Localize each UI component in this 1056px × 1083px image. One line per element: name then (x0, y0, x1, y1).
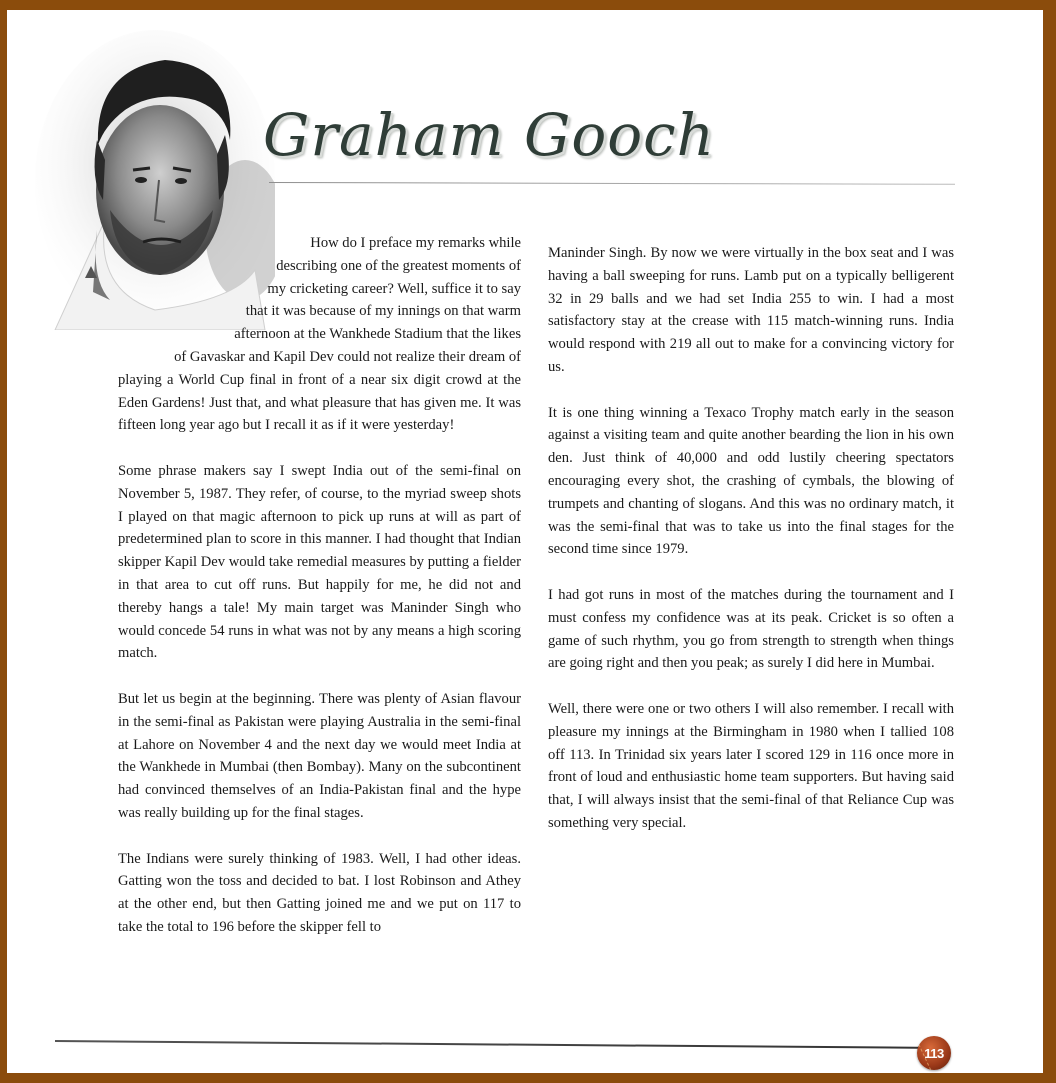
intro-line: How do I preface my remarks while (310, 235, 521, 251)
body-paragraph: Well, there were one or two others I will also remember. I recall with pleasure my innings at the Birmingham in 1980 when I tallied 108 off 113. In Trinidad six years later I scored 129 in 116 once more in front of loud and enthusiastic home team supporters. But having said that, I will always insist that the semi-final of that Reliance Cup was something very special. (548, 700, 954, 831)
body-paragraph: Maninder Singh. By now we were virtually in the box seat and I was having a ball sweeping for runs. Lamb put on a typically belligerent 32 in 29 balls and we had set India 255 to win. I had a most satisfactory stay at the crease with 115 match-winning runs. India would respond with 219 all out to make for a convincing victory for us. (548, 245, 954, 375)
title-underline (269, 182, 955, 185)
body-paragraph: Some phrase makers say I swept India out of the semi-final on November 5, 1987. They refer, of course, to the myriad sweep shots I played on that magic afternoon to pick up runs at will as part of predetermined plan to score in this manner. I had thought that Indian skipper Kapil Dev would take remedial measures by putting a fielder in that area to cut off runs. But happily for me, he did not and thereby hangs a tale! My main target was Maninder Singh who would concede 54 runs in what was not by any means a high scoring match. (118, 462, 521, 662)
right-column (548, 242, 954, 858)
footer-rule (55, 1040, 931, 1049)
body-paragraph: It is one thing winning a Texaco Trophy match early in the season against a visiting team and quite another bearding the lion in his own den. Just think of 40,000 and odd lustily cheering spectators encouraging every shot, the crashing of cymbals, the blowing of trumpets and chanting of slogans. And this was no ordinary match, it was the semi-final that was to take us into the final stages for the second time since 1979. (548, 404, 954, 558)
intro-line: that it was because of my innings on that warm (245, 303, 521, 320)
intro-paragraph (118, 232, 521, 437)
body-paragraph: I had got runs in most of the matches during the tournament and I must confess my confidence was at its peak. Cricket is so often a game of such rhythm, you go from strength to strength when things are going right and then you peak; as surely I did here in Mumbai. (548, 586, 954, 672)
cricket-ball-icon (917, 1036, 951, 1070)
book-page (7, 10, 1043, 1073)
intro-line: afternoon at the Wankhede Stadium that the likes (234, 326, 521, 343)
intro-line: of Gavaskar and Kapil Dev could not realize their dream of (174, 348, 521, 365)
body-paragraph: But let us begin at the beginning. There was plenty of Asian flavour in the semi-final as Pakistan were playing Australia in the semi-final at Lahore on November 4 and the next day we would meet India at the Wankhede in Mumbai (then Bombay). Many on the subcontinent had convinced themselves of an India-Pakistan final and the hype was really building up for the final stages. (118, 690, 521, 821)
intro-line: my cricketing career? Well, suffice it to say (267, 280, 521, 297)
left-column (118, 232, 521, 962)
intro-line: describing one of the greatest moments of (276, 257, 521, 274)
page-number: 113 (924, 1045, 944, 1061)
page-title: Graham Gooch (263, 101, 716, 169)
intro-continuation: playing a World Cup final in front of a near six digit crowd at the Eden Gardens! Just that, and what pleasure that has given me. It was fifteen long year ago but I recall it as if it were yesterday! (118, 371, 521, 434)
body-paragraph: The Indians were surely thinking of 1983. Well, I had other ideas. Gatting won the toss and decided to bat. I lost Robinson and Athey at the other end, but then Gatting joined me and we put on 117 to take the total to 196 before the skipper fell to (118, 850, 521, 935)
